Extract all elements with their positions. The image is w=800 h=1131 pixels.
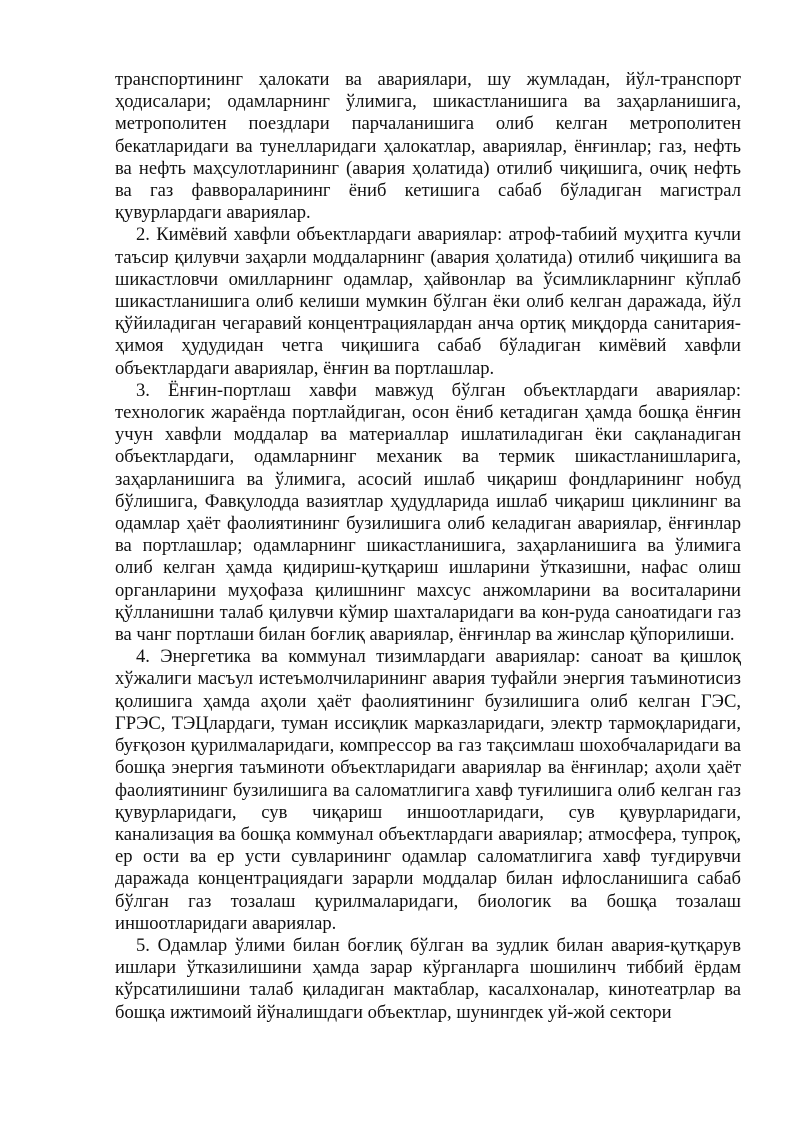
paragraph-chemical-hazard: 2. Кимёвий хавфли объектлардаги авариялар: атроф-табиий муҳитга кучли таъсир қилувчи заҳарли моддаларнинг (авария ҳолатида) отилиб чиқишига ва шикастловчи омилларнинг одамлар, ҳайвонлар ва ўсимликларнинг кўплаб шикастланишига олиб келиши мумкин бўлган ёки олиб келган даражада, йўл қўйиладиган чегаравий концентрациялардан анча ортиқ миқдорда санитария-ҳимоя ҳудудидан четга чиқишига сабаб бўладиган кимёвий хавфли объектлардаги авариялар, ёнғин ва портлашлар. (115, 224, 741, 379)
paragraph-energy-utility: 4. Энергетика ва коммунал тизимлардаги авариялар: саноат ва қишлоқ хўжалиги масъул истеъмолчиларининг авария туфайли энергия таъминотисиз қолишига ҳамда аҳоли ҳаёт фаолиятининг бузилишига олиб келган ГЭС, ГРЭС, ТЭЦлардаги, туман иссиқлик марказларидаги, электр тармоқларидаги, буғқозон қурилмаларидаги, компрессор ва газ тақсимлаш шохобчаларидаги ва бошқа энергия таъминоти объектларидаги авариялар ва ёнғинлар; аҳоли ҳаёт фаолиятининг бузилишига ва саломатлигига хавф туғилишига олиб келган газ қувурларидаги, сув чиқариш иншоотларидаги, сув қувурларидаги, канализация ва бошқа коммунал объектлардаги авариялар; атмосфера, тупроқ, ер ости ва ер усти сувларининг одамлар саломатлигига хавф туғдирувчи даражада концентрациядаги зарарли моддалар билан ифлосланишига сабаб бўлган газ тозалаш қурилмаларидаги, биологик ва бошқа тозалаш иншоотларидаги авариялар. (115, 646, 741, 934)
document-page (115, 69, 741, 1024)
paragraph-continuation: транспортининг ҳалокати ва авариялари, шу жумладан, йўл-транспорт ҳодисалари; одамларнинг ўлимига, шикастланишига ва заҳарланишига, метрополитен поездлари парчаланишига олиб келган метрополитен бекатларидаги ва тунелларидаги ҳалокатлар, авариялар, ёнғинлар; газ, нефть ва нефть маҳсулотларининг (авария ҳолатида) отилиб чиқишига, очиқ нефть ва газ фаввораларининг ёниб кетишига сабаб бўладиган магистрал қувурлардаги авариялар. (115, 69, 741, 224)
paragraph-fire-explosion: 3. Ёнғин-портлаш хавфи мавжуд бўлган объектлардаги авариялар: технологик жараёнда портлайдиган, осон ёниб кетадиган ҳамда бошқа ёнғин учун хавфли моддалар ва материаллар ишлатиладиган ёки сақланадиган объектлардаги, одамларнинг механик ва термик шикастланишларига, заҳарланишига ва ўлимига, асосий ишлаб чиқариш фондларининг нобуд бўлишига, Фавқулодда вазиятлар ҳудудларида ишлаб чиқариш циклининг ва одамлар ҳаёт фаолиятининг бузилишига олиб келадиган авариялар, ёнғинлар ва портлашлар; одамларнинг шикастланишига, заҳарланишига ва ўлимига олиб келган ҳамда қидириш-қутқариш ишларини ўтказишни, нафас олиш органларини муҳофаза қилишнинг махсус анжомларини ва воситаларини қўлланишни талаб қилувчи кўмир шахталаридаги ва кон-руда саноатидаги газ ва чанг портлаши билан боғлиқ авариялар, ёнғинлар ва жинслар қўпорилиши. (115, 379, 741, 646)
paragraph-social-objects: 5. Одамлар ўлими билан боғлиқ бўлган ва зудлик билан авария-қутқарув ишлари ўтказилишини ҳамда зарар кўрганларга шошилинч тиббий ёрдам кўрсатилишини талаб қиладиган мактаблар, касалхоналар, кинотеатрлар ва бошқа ижтимоий йўналишдаги объектлар, шунингдек уй-жой сектори (115, 934, 741, 1023)
